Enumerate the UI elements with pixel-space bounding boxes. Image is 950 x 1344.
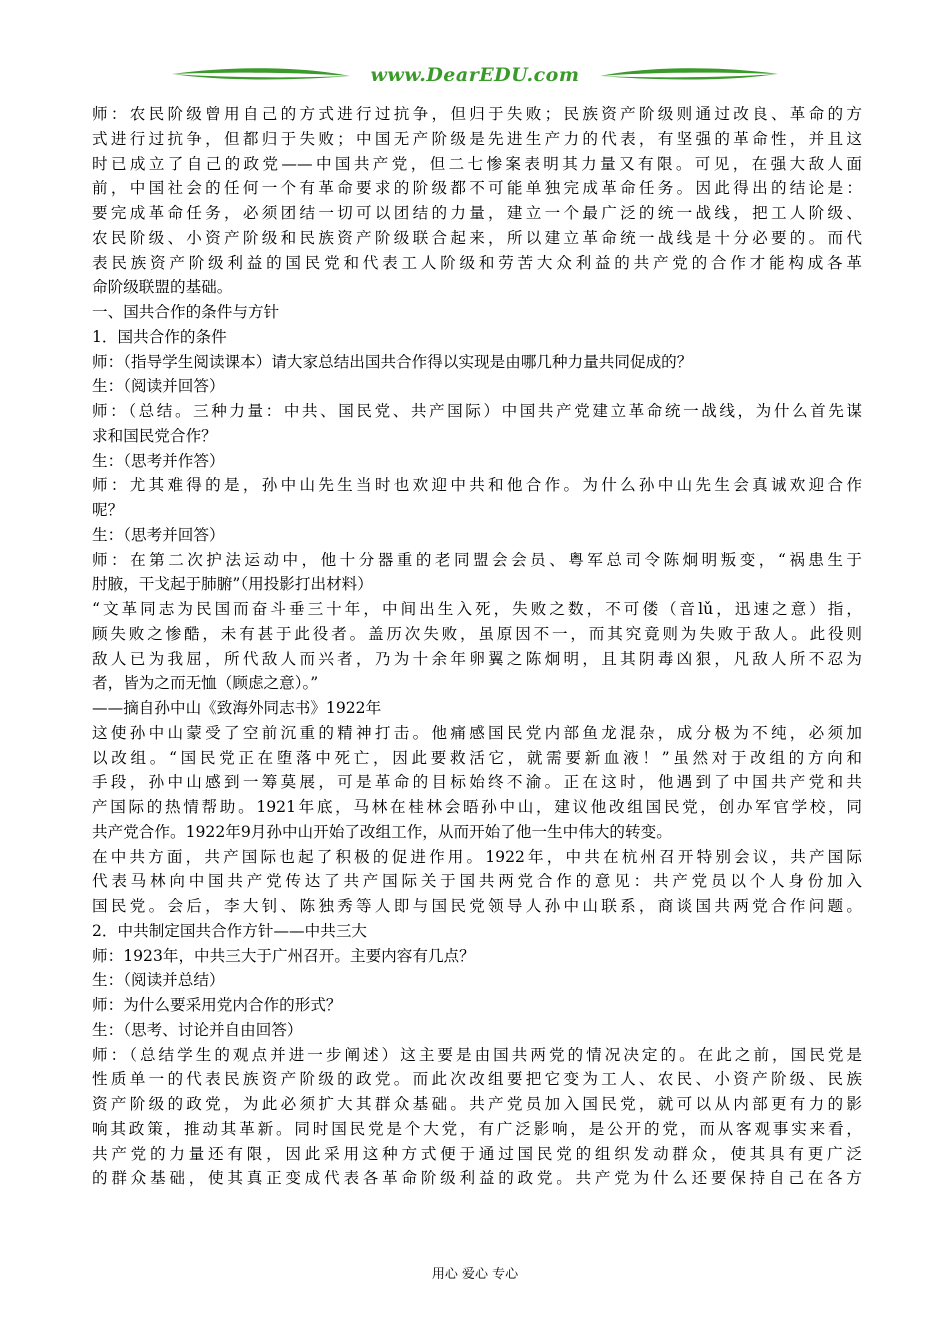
text-line: 2．中共制定国共合作方针——中共三大 bbox=[92, 921, 368, 940]
text-line: 国民党。会后，李大钊、陈独秀等人即与国民党领导人孙中山联系，商谈国共两党合作问题。 bbox=[92, 897, 862, 915]
text-line: 时已成立了自己的政党——中国共产党，但二七惨案表明其力量又有限。可见，在强大敌人面 bbox=[92, 154, 862, 173]
text-line: 生：（阅读并总结） bbox=[92, 971, 225, 990]
text-line: 顾失败之惨酷，未有甚于此役者。盖历次失败，虽原因不一，而其究竟则为失败于敌人。此役则 bbox=[92, 624, 862, 643]
text-line: 师：为什么要采用党内合作的形式？ bbox=[92, 996, 342, 1014]
text-line: 响其政策，推动其革新。同时国民党是个大党，有广泛影响，是公开的党，而从客观事实来看， bbox=[92, 1119, 862, 1138]
text-line: 师：农民阶级曾用自己的方式进行过抗争，但归于失败；民族资产阶级则通过改良、革命的方 bbox=[92, 105, 862, 123]
text-line: 生：（阅读并回答） bbox=[92, 377, 225, 396]
page-footer: 用心 爱心 专心 bbox=[431, 1267, 519, 1282]
text-line: 农民阶级、小资产阶级和民族资产阶级联合起来，所以建立革命统一战线是十分必要的。而代 bbox=[92, 228, 862, 247]
text-line: 共产党的力量还有限，因此采用这种方式便于通过国民党的组织发动群众，使其具有更广泛 bbox=[92, 1144, 862, 1163]
document-body bbox=[92, 102, 862, 1191]
text-line: 生：（思考并回答） bbox=[92, 525, 225, 544]
text-line: 师：尤其难得的是，孙中山先生当时也欢迎中共和他合作。为什么孙中山先生会真诚欢迎合作 bbox=[92, 476, 862, 495]
text-line: 式进行过抗争，但都归于失败；中国无产阶级是先进生产力的代表，有坚强的革命性，并且这 bbox=[92, 129, 862, 148]
text-line: 共产党合作。1922年9月孙中山开始了改组工作，从而开始了他一生中伟大的转变。 bbox=[92, 822, 672, 841]
text-line: 师：（总结。三种力量：中共、国民党、共产国际）中国共产党建立革命统一战线，为什么首先谋 bbox=[92, 402, 862, 420]
text-line: 生：（思考并作答） bbox=[92, 451, 225, 470]
text-line: 产国际的热情帮助。1921年底，马林在桂林会晤孙中山，建议他改组国民党，创办军官学校，同 bbox=[92, 798, 862, 816]
text-line: 表民族资产阶级利益的国民党和代表工人阶级和劳苦大众利益的共产党的合作才能构成各革 bbox=[92, 253, 862, 272]
text-line: 以改组。“国民党正在堕落中死亡，因此要救活它，就需要新血液！”虽然对于改组的方向和 bbox=[92, 748, 862, 767]
text-line: 者，皆为之而无恤（顾虑之意）。” bbox=[92, 674, 319, 693]
text-line: ——摘自孙中山《致海外同志书》1922年 bbox=[92, 699, 382, 717]
text-line: 的群众基础，使其真正变成代表各革命阶级利益的政党。共产党为什么还要保持自己在各方 bbox=[92, 1169, 862, 1188]
site-header bbox=[170, 58, 780, 98]
text-line: 师：在第二次护法运动中，他十分器重的老同盟会会员、粤军总司令陈炯明叛变，“祸患生于 bbox=[92, 550, 862, 569]
text-line: 呢？ bbox=[92, 501, 124, 519]
text-line: 1．国共合作的条件 bbox=[92, 327, 227, 346]
text-line: 师：1923年，中共三大于广州召开。主要内容有几点？ bbox=[92, 946, 475, 965]
text-line: 敌人已为我屈，所代敌人而兴者，乃为十余年卵翼之陈炯明，且其阴毒凶狠，凡敌人所不忍为 bbox=[92, 649, 862, 668]
text-line: 师：（指导学生阅读课本）请大家总结出国共合作得以实现是由哪几种力量共同促成的？ bbox=[92, 352, 693, 371]
text-line: 手段，孙中山感到一筹莫展，可是革命的目标始终不渝。正在这时，他遇到了中国共产党和共 bbox=[92, 773, 862, 792]
text-line: 资产阶级的政党，为此必须扩大其群众基础。共产党员加入国民党，就可以从内部更有力的影 bbox=[92, 1095, 862, 1113]
text-line: 性质单一的代表民族资产阶级的政党。而此次改组要把它变为工人、农民、小资产阶级、民族 bbox=[92, 1070, 862, 1089]
text-line: 命阶级联盟的基础。 bbox=[92, 278, 233, 297]
site-logo-text[interactable]: www.DearEDU.com bbox=[370, 64, 580, 86]
text-line: 要完成革命任务，必须团结一切可以团结的力量，建立一个最广泛的统一战线，把工人阶级、 bbox=[92, 204, 862, 222]
text-line: 一、国共合作的条件与方针 bbox=[92, 303, 280, 321]
text-line: 肘腋，干戈起于肺腑”（用投影打出材料） bbox=[92, 575, 373, 594]
text-line: 代表马林向中国共产党传达了共产国际关于国共两党合作的意见：共产党员以个人身份加入 bbox=[92, 872, 862, 891]
text-line: 这使孙中山蒙受了空前沉重的精神打击。他痛感国民党内部鱼龙混杂，成分极为不纯，必须加 bbox=[92, 723, 862, 742]
text-line: 前，中国社会的任何一个有革命要求的阶级都不可能单独完成革命任务。因此得出的结论是： bbox=[92, 179, 862, 198]
text-line: 生：（思考、讨论并自由回答） bbox=[92, 1020, 303, 1039]
text-line: 师：（总结学生的观点并进一步阐述）这主要是由国共两党的情况决定的。在此之前，国民党是 bbox=[92, 1045, 862, 1064]
text-line: “文革同志为民国而奋斗垂三十年，中间出生入死，失败之数，不可偻（音lǔ，迅速之意）指， bbox=[92, 600, 862, 618]
text-line: 求和国民党合作？ bbox=[92, 426, 217, 445]
text-line: 在中共方面，共产国际也起了积极的促进作用。1922年，中共在杭州召开特别会议，共产国际 bbox=[92, 847, 862, 866]
